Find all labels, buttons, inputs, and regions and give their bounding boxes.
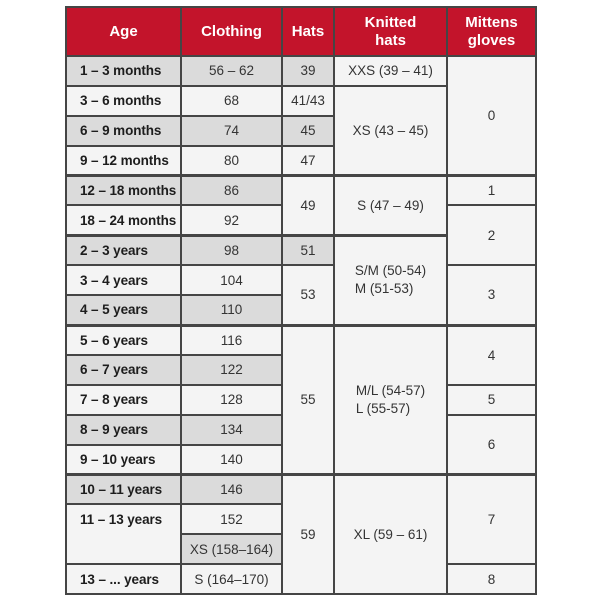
column-header-label: Mittens bbox=[465, 14, 518, 32]
table-row bbox=[66, 176, 536, 206]
size-table-header bbox=[66, 7, 536, 56]
column-header-hats bbox=[282, 7, 334, 56]
age-cell: 2 – 3 years bbox=[66, 235, 181, 265]
age-cell: 5 – 6 years bbox=[66, 325, 181, 355]
size-table bbox=[65, 6, 537, 595]
value-cell: 5 bbox=[447, 385, 536, 415]
value-cell bbox=[334, 235, 447, 325]
value-cell: 51 bbox=[282, 235, 334, 265]
value-cell: 2 bbox=[447, 205, 536, 265]
age-cell: 13 – ... years bbox=[66, 564, 181, 594]
column-header-mittens-gloves bbox=[447, 7, 536, 56]
column-header-label: Age bbox=[109, 22, 138, 40]
age-cell: 7 – 8 years bbox=[66, 385, 181, 415]
value-cell: 49 bbox=[282, 176, 334, 236]
value-cell: 122 bbox=[181, 355, 282, 385]
value-cell: 0 bbox=[447, 56, 536, 176]
value-cell: S (47 – 49) bbox=[334, 176, 447, 236]
value-cell: 7 bbox=[447, 474, 536, 564]
value-cell: 39 bbox=[282, 56, 334, 86]
multi-line-value: S/M (50-54) M (51-53) bbox=[354, 262, 427, 297]
value-cell: 116 bbox=[181, 325, 282, 355]
value-cell: 134 bbox=[181, 415, 282, 445]
value-cell: 59 bbox=[282, 474, 334, 594]
value-cell: 8 bbox=[447, 564, 536, 594]
age-cell: 3 – 6 months bbox=[66, 86, 181, 116]
value-cell: XL (59 – 61) bbox=[334, 474, 447, 594]
age-cell: 6 – 9 months bbox=[66, 116, 181, 146]
value-cell: 146 bbox=[181, 474, 282, 504]
value-cell: 68 bbox=[181, 86, 282, 116]
value-cell: 110 bbox=[181, 295, 282, 325]
column-header-label: gloves bbox=[467, 31, 516, 49]
value-cell: 53 bbox=[282, 265, 334, 325]
value-cell: 98 bbox=[181, 235, 282, 265]
value-cell: XS (43 – 45) bbox=[334, 86, 447, 176]
value-cell: 92 bbox=[181, 205, 282, 235]
value-cell: 104 bbox=[181, 265, 282, 295]
age-cell: 10 – 11 years bbox=[66, 474, 181, 504]
column-header-label: Knitted bbox=[364, 14, 417, 32]
value-cell: 56 – 62 bbox=[181, 56, 282, 86]
age-cell: 9 – 12 months bbox=[66, 146, 181, 176]
age-cell: 11 – 13 years bbox=[66, 504, 181, 564]
value-cell: 140 bbox=[181, 445, 282, 475]
age-cell: 18 – 24 months bbox=[66, 205, 181, 235]
table-row bbox=[66, 325, 536, 355]
column-header-clothing bbox=[181, 7, 282, 56]
table-row bbox=[66, 265, 536, 295]
value-cell: XXS (39 – 41) bbox=[334, 56, 447, 86]
value-cell: 74 bbox=[181, 116, 282, 146]
age-cell: 6 – 7 years bbox=[66, 355, 181, 385]
age-cell: 1 – 3 months bbox=[66, 56, 181, 86]
value-cell: 4 bbox=[447, 325, 536, 385]
multi-line-value: M/L (54-57) L (55-57) bbox=[355, 382, 426, 416]
age-cell: 12 – 18 months bbox=[66, 176, 181, 206]
age-cell: 3 – 4 years bbox=[66, 265, 181, 295]
column-header-label: Hats bbox=[291, 22, 325, 40]
age-cell: 4 – 5 years bbox=[66, 295, 181, 325]
value-cell bbox=[334, 325, 447, 474]
age-cell: 9 – 10 years bbox=[66, 445, 181, 475]
age-cell: 8 – 9 years bbox=[66, 415, 181, 445]
value-cell: 152 bbox=[181, 504, 282, 534]
table-row bbox=[66, 56, 536, 86]
size-table-body bbox=[66, 56, 536, 594]
table-row bbox=[66, 474, 536, 504]
value-cell: 3 bbox=[447, 265, 536, 325]
value-cell: 128 bbox=[181, 385, 282, 415]
value-cell: S (164–170) bbox=[181, 564, 282, 594]
value-cell: 45 bbox=[282, 116, 334, 146]
value-cell: 6 bbox=[447, 415, 536, 475]
column-header-label: hats bbox=[375, 31, 406, 49]
value-cell: 41/43 bbox=[282, 86, 334, 116]
value-cell: 47 bbox=[282, 146, 334, 176]
column-header-age bbox=[66, 7, 181, 56]
value-cell: 80 bbox=[181, 146, 282, 176]
column-header-label: Clothing bbox=[201, 22, 262, 40]
value-cell: 1 bbox=[447, 176, 536, 206]
value-cell: XS (158–164) bbox=[181, 534, 282, 564]
value-cell: 55 bbox=[282, 325, 334, 474]
column-header-knitted-hats bbox=[334, 7, 447, 56]
value-cell: 86 bbox=[181, 176, 282, 206]
header-row bbox=[66, 7, 536, 56]
